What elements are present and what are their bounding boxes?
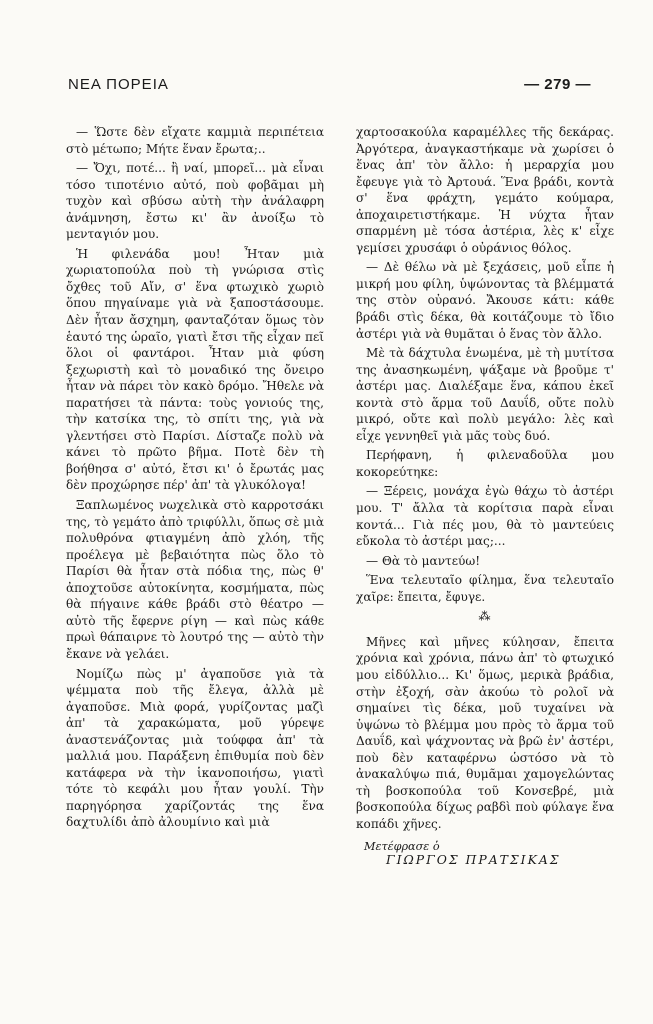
paragraph: — Ὥστε δὲν εἴχατε καμμιὰ περιπέτεια στὸ μέτωπο; Μήτε ἕναν ἔρωτα;.. [66, 125, 324, 156]
page-header [68, 76, 591, 93]
page-number: — 279 — [524, 76, 591, 93]
paragraph: Ξαπλωμένος νωχελικὰ στὸ καρροτσάκι της, τὸ γεμάτο ἀπὸ τριφύλλι, ὅπως σὲ μιὰ πολυθρόνα φτιαγμένη ἀπὸ χλόη, τῆς προέλεγα μὲ βεβαιότητα πὼς ὅλο τὸ Παρίσι θὰ ἦταν στὰ πόδια της, πὼς θ' ἀποχτοῦσε αὐτοκίνητα, κοσμήματα, πὼς θὰ πήγαινε κάθε βράδι στὸ θέατρο — αὐτὸ τῆς ἔφερνε ρίγη — καὶ πὼς κάθε πρωὶ θάπαιρνε τὸ λουτρό της — αὐτὸ τὴν ἔκανε νὰ γελάει. [66, 498, 324, 661]
paragraph: — Δὲ θέλω νὰ μὲ ξεχάσεις, μοῦ εἶπε ἡ μικρή μου φίλη, ὑψώνοντας τὰ βλέμματά της στὸν οὐρανό. Ἄκουσε κάτι: κάθε βράδι στὶς δέκα, θὰ κοιτάζουμε τὸ ἴδιο ἀστέρι γιὰ νὰ θυμᾶται ὁ ἕνας τὸν ἄλλο. [356, 260, 614, 341]
paragraph: Ἕνα τελευταῖο φίλημα, ἕνα τελευταῖο χαῖρε: ἔπειτα, ἔφυγε. [356, 573, 614, 604]
right-column [356, 124, 614, 866]
translator-name: ΓΙΩΡΓΟΣ ΠΡΑΤΣΙΚΑΣ [386, 852, 561, 868]
journal-title: ΝΕΑ ΠΟΡΕΙΑ [68, 76, 169, 93]
left-column [66, 124, 324, 834]
section-break: ⁂ [478, 609, 492, 624]
paragraph: — Ξέρεις, μονάχα ἐγὼ θάχω τὸ ἀστέρι μου. Τ' ἄλλα τὰ κορίτσια παρὰ εἶναι κοντά... Γιὰ πές μου, θὰ τὸ μαντεύεις εὔκολα τὸ ἀστέρι μας;... [356, 484, 614, 549]
translator-credit [364, 840, 614, 866]
paragraph: Μῆνες καὶ μῆνες κύλησαν, ἔπειτα χρόνια καὶ χρόνια, πάνω ἀπ' τὸ φτωχικό μου εἰδύλλιο... Κι' ὅμως, μερικὰ βράδια, στὴν ἐξοχή, σὰν ἀκούω τὸ ρολοῖ νὰ σημαίνει τὶς δέκα, μοῦ τυχαίνει νὰ ὑψώνω τὸ βλέμμα μου πρὸς τὸ ἅρμα τοῦ Δαυΐδ, καὶ ψάχνοντας νὰ βρῶ ἐν' ἀστέρι, ποὺ δὲν καταφέρνω ὡστόσο νὰ τὸ ἀνακαλύψω πιά, θυμᾶμαι χαμογελώντας τὴ βοσκοπούλα τοῦ Κονσεβρέ, μιὰ βοσκοπούλα δίχως ραβδὶ ποὺ φύλαγε ἕνα κοπάδι χῆνες. [356, 634, 614, 831]
paragraph: Ἡ φιλενάδα μου! Ἦταν μιὰ χωριατοπούλα ποὺ τὴ γνώρισα στὶς ὄχθες τοῦ Αἴν, σ' ἕνα φτωχικὸ χωριὸ ὅπου πηγαίναμε γιὰ νὰ ξαποστάσουμε. Δὲν ἦταν ἄσχημη, φανταζόταν ὅμως τὸν ἑαυτό της ὡραῖο, γιατὶ ἔτσι τῆς εἶχαν πεῖ ὅλοι οἱ φαντάροι. Ἦταν μιὰ φύση ξεχωριστὴ καὶ τὸ μοναδικό της ὄνειρο ἦταν νὰ πάρει τὸν κακὸ δρόμο. Ἤθελε νὰ παρατήσει τὰ πάντα: τοὺς γονιούς της, τὴν κατσίκα της, τὸ σπίτι της, γιὰ νὰ γλεντήσει στὸ Παρίσι. Δίσταζε πολὺ νὰ κάνει τὸ πρῶτο βῆμα. Ποτὲ δὲν τὴ βοήθησα σ' αὐτό, ἔτσι κι' ὁ ἔρωτάς μας δὲν προχώρησε πέρ' ἀπ' τὰ γλυκόλογα! [66, 246, 324, 493]
paragraph: Περήφανη, ἡ φιλεναδοῦλα μου κοκορεύτηκε: [356, 448, 614, 479]
translator-label: Μετέφρασε ὁ [364, 840, 440, 854]
paragraph: — Θὰ τὸ μαντεύω! [366, 553, 481, 568]
paragraph: Νομίζω πὼς μ' ἀγαποῦσε γιὰ τὰ ψέμματα ποὺ τῆς ἔλεγα, ἀλλὰ μὲ ἀγαποῦσε. Μιὰ φορά, γυρίζοντας μαζὶ ἀπ' τὰ χαρακώματα, μοῦ γύρεψε ἀναστενάζοντας μιὰ τούφφα ἀπ' τὰ μαλλιά μου. Παράξενη ἐπιθυμία ποὺ δὲν κατάφερα νὰ τὴν ἱκανοποιήσω, γιατὶ τότε τὸ κεφάλι μου ἦταν γουλί. Τὴν παρηγόρησα χαρίζοντάς της ἕνα δαχτυλίδι ἀπὸ ἀλουμίνιο καὶ μιὰ [66, 666, 324, 830]
paragraph: Μὲ τὰ δάχτυλα ἑνωμένα, μὲ τὴ μυτίτσα της ἀνασηκωμένη, ψάξαμε νὰ βροῦμε τ' ἀστέρι μας. Διαλέξαμε ἕνα, κάπου ἐκεῖ κοντὰ στὸ ἅρμα τοῦ Δαυΐδ, οὔτε πολὺ μικρό, οὔτε καὶ πολὺ μεγάλο: λὲς καὶ εἶχε γεννηθεῖ γιὰ μᾶς τοὺς δυό. [356, 346, 614, 443]
paragraph: — Ὄχι, ποτέ... ἢ ναί, μπορεῖ... μὰ εἶναι τόσο τιποτένιο αὐτό, ποὺ φοβᾶμαι μὴ τυχὸν καὶ σβύσω αὐτὴ τὴν ἀνάλαφρη ἀνάμνηση, ἔστω κι' ἂν ἀνοίξω τὸ μενταγιόν μου. [66, 161, 324, 242]
paragraph: χαρτοσακούλα καραμέλλες τῆς δεκάρας. Ἀργότερα, ἀναγκαστήκαμε νὰ χωρίσει ὁ ἕνας ἀπ' τὸν ἄλλο: ἡ μεραρχία μου ἔφευγε γιὰ τὸ Ἀρτουά. Ἕνα βράδι, κοντὰ σ' ἕνα φράχτη, γεμάτο κούμαρα, ἀποχαιρετιστήκαμε. Ἡ νύχτα ἦταν σπαρμένη μὲ τόσα ἀστέρια, λὲς κ' εἶχε γεμίσει χρυσάφι ὁ οὐράνιος θόλος. [356, 125, 614, 255]
